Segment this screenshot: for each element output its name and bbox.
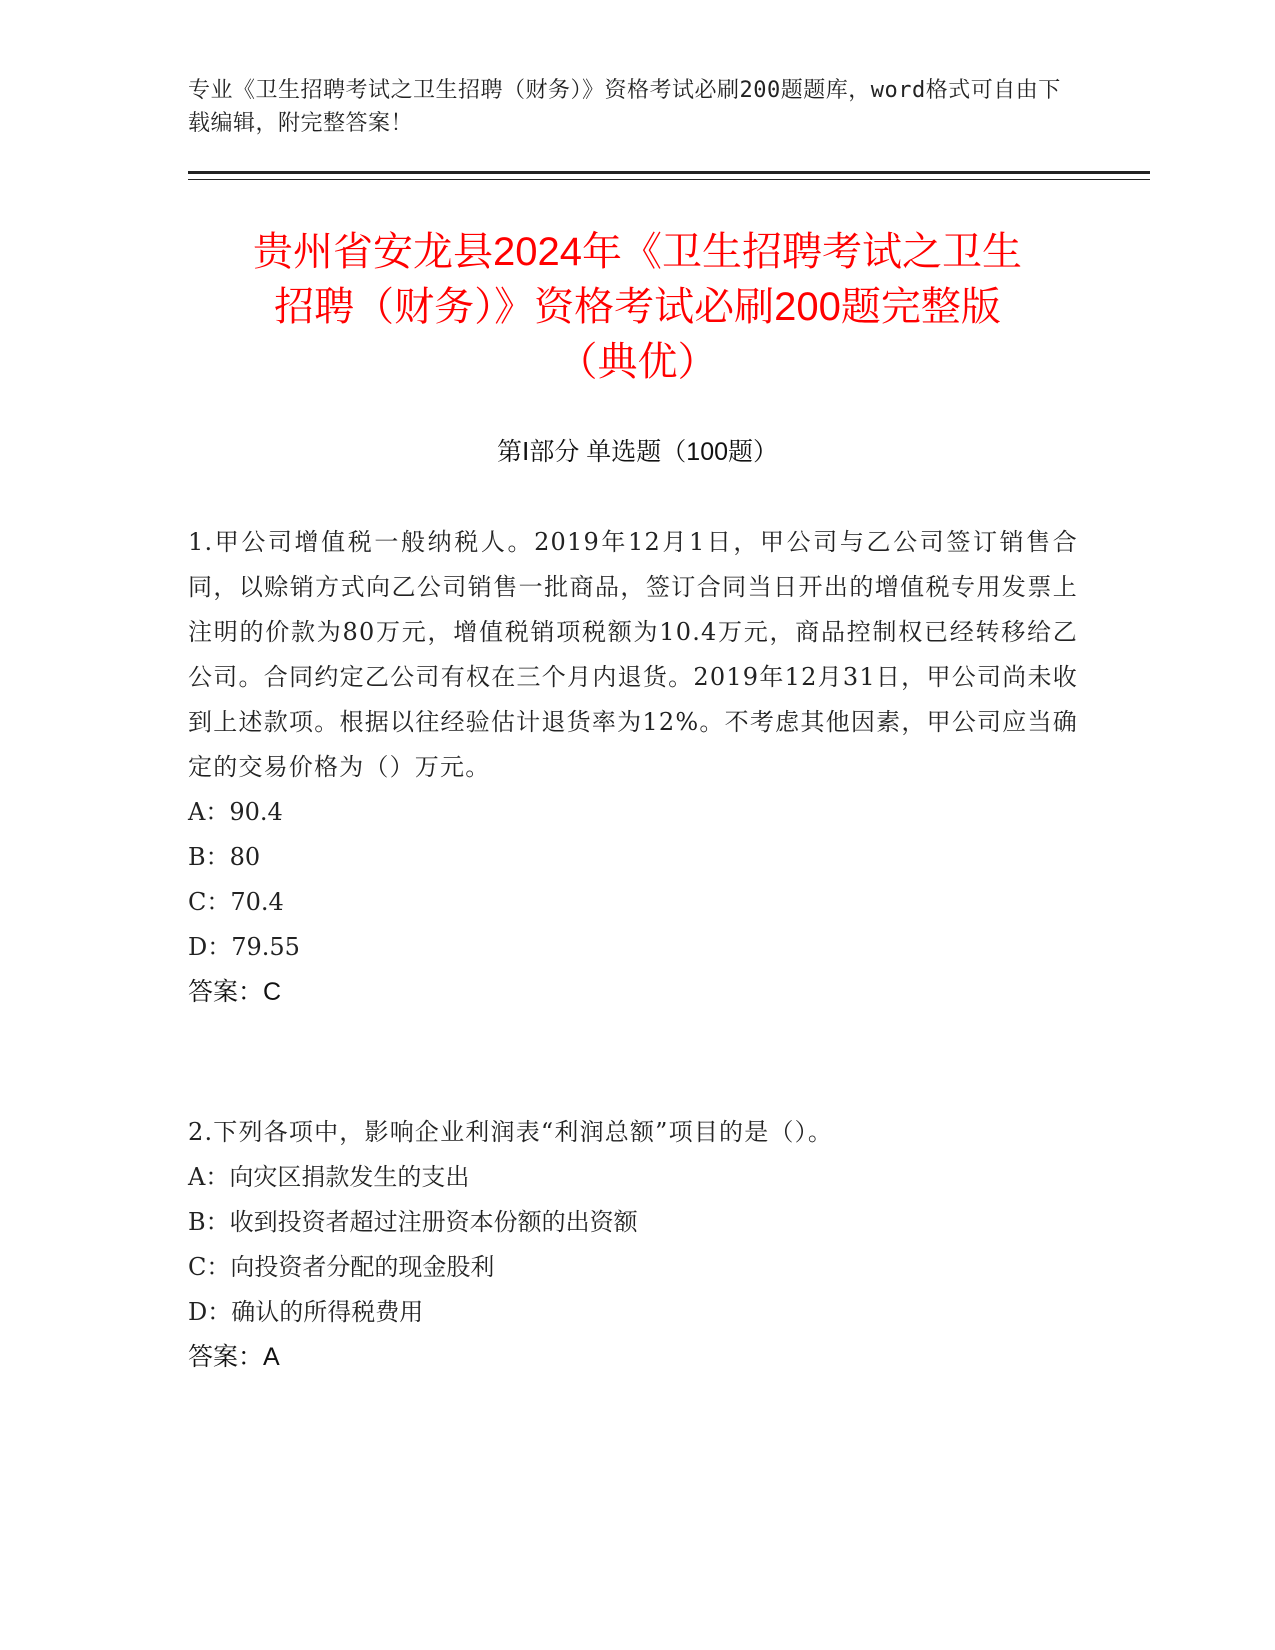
answer-line: 答案：A (188, 1343, 280, 1371)
option-d: D：79.55 (188, 933, 300, 961)
question-stem: 1.甲公司增值税一般纳税人。2019年12月1日，甲公司与乙公司签订销售合同，以赊销方式向乙公司销售一批商品，签订合同当日开出的增值税专用发票上注明的价款为80万元，增值税销项税额为10.4万元，商品控制权已经转移给乙公司。合同约定乙公司有权在三个月内退货。2019年12月31日，甲公司尚未收到上述款项。根据以往经验估计退货率为12%。不考虑其他因素，甲公司应当确定的交易价格为（）万元。 (188, 528, 1078, 781)
option-b: B：80 (188, 843, 261, 871)
question-2 (188, 1110, 1078, 1380)
header-rule-thick (188, 171, 1150, 174)
document-title-line-3: （典优） (557, 340, 718, 384)
section-title: 第Ⅰ部分 单选题（100题） (496, 438, 779, 466)
option-c: C：70.4 (188, 888, 284, 916)
option-a: A：向灾区捐款发生的支出 (188, 1163, 470, 1191)
option-d: D：确认的所得税费用 (188, 1298, 424, 1326)
document-title-line-2: 招聘（财务）》资格考试必刷200题完整版 (274, 285, 1001, 329)
question-stem: 2.下列各项中，影响企业利润表“利润总额”项目的是（）。 (188, 1118, 834, 1146)
document-title (150, 225, 1125, 390)
answer-line: 答案：C (188, 978, 282, 1006)
option-a: A：90.4 (188, 798, 283, 826)
option-b: B：收到投资者超过注册资本份额的出资额 (188, 1208, 638, 1236)
header-note: 专业《卫生招聘考试之卫生招聘（财务）》资格考试必刷200题题库，word格式可自由下载编辑，附完整答案！ (188, 78, 1061, 136)
option-c: C：向投资者分配的现金股利 (188, 1253, 495, 1281)
question-1 (188, 520, 1078, 1015)
header-rule-thin (188, 179, 1150, 180)
document-title-line-1: 贵州省安龙县2024年《卫生招聘考试之卫生 (253, 230, 1022, 274)
